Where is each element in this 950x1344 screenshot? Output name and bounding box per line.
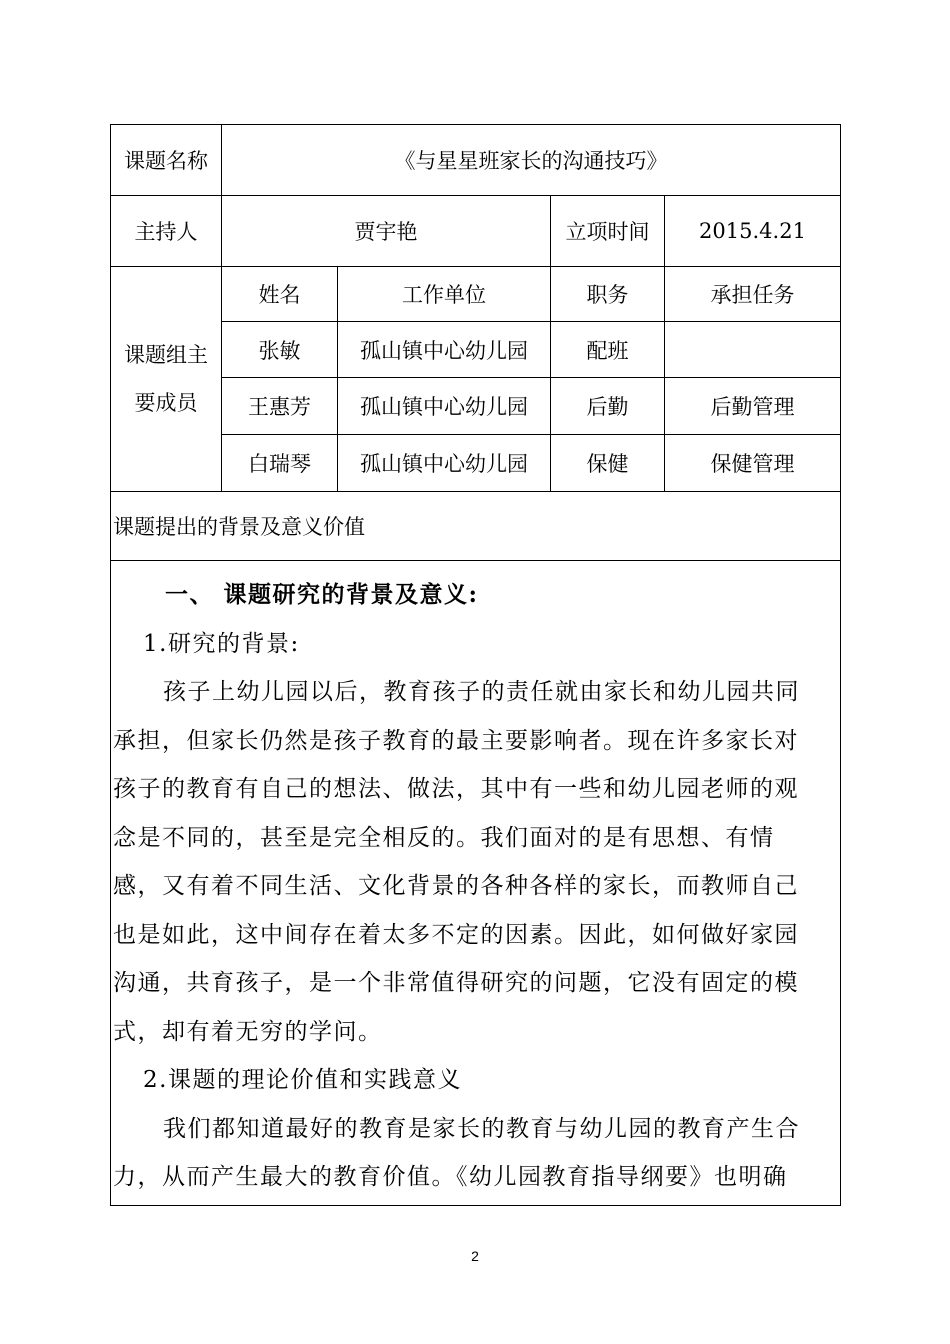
subheading-value: 2.课题的理论价值和实践意义 bbox=[143, 1067, 462, 1093]
page-number: 2 bbox=[471, 1248, 479, 1264]
members-header-row bbox=[111, 267, 841, 322]
paragraph-line: 式，却有着无穷的学问。 bbox=[113, 1018, 383, 1045]
paragraph-line: 我们都知道最好的教育是家长的教育与幼儿园的教育产生合 bbox=[163, 1115, 800, 1142]
paragraph-line: 也是如此，这中间存在着太多不定的因素。因此，如何做好家园 bbox=[113, 921, 799, 948]
background-body bbox=[111, 561, 841, 1206]
topic-row bbox=[111, 125, 841, 196]
host-row bbox=[111, 196, 841, 267]
background-label-row bbox=[111, 492, 841, 561]
member-unit: 孤山镇中心幼儿园 bbox=[338, 322, 551, 378]
paragraph-line: 孩子上幼儿园以后，教育孩子的责任就由家长和幼儿园共同 bbox=[163, 679, 800, 705]
topic-label: 课题名称 bbox=[111, 125, 222, 196]
member-task bbox=[665, 322, 841, 378]
header-task: 承担任务 bbox=[665, 267, 841, 322]
paragraph-line: 力，从而产生最大的教育价值。《幼儿园教育指导纲要》也明确 bbox=[113, 1164, 788, 1190]
paragraph-line: 孩子的教育有自己的想法、做法，其中有一些和幼儿园老师的观 bbox=[113, 776, 799, 802]
paragraph-line: 沟通，共育孩子，是一个非常值得研究的问题，它没有固定的模 bbox=[113, 970, 799, 996]
member-name: 王惠芳 bbox=[222, 378, 338, 435]
member-unit: 孤山镇中心幼儿园 bbox=[338, 378, 551, 435]
member-name: 张敏 bbox=[222, 322, 338, 378]
member-post: 配班 bbox=[551, 322, 665, 378]
date-label: 立项时间 bbox=[551, 196, 665, 267]
paragraph-line: 念是不同的，甚至是完全相反的。我们面对的是有思想、有情 bbox=[113, 824, 775, 851]
subheading-background: 1.研究的背景: bbox=[143, 630, 300, 657]
topic-value: 《与星星班家长的沟通技巧》 bbox=[222, 125, 841, 196]
member-unit: 孤山镇中心幼儿园 bbox=[338, 435, 551, 492]
background-label: 课题提出的背景及意义价值 bbox=[111, 492, 841, 561]
project-form-table bbox=[110, 124, 841, 1206]
header-unit: 工作单位 bbox=[338, 267, 551, 322]
header-name: 姓名 bbox=[222, 267, 338, 322]
header-post: 职务 bbox=[551, 267, 665, 322]
paragraph-line: 感，又有着不同生活、文化背景的各种各样的家长，而教师自己 bbox=[113, 873, 799, 899]
date-value: 2015.4.21 bbox=[665, 196, 841, 267]
members-label: 课题组主要成员 bbox=[111, 267, 222, 492]
member-name: 白瑞琴 bbox=[222, 435, 338, 492]
background-body-row bbox=[111, 561, 841, 1206]
member-task: 保健管理 bbox=[665, 435, 841, 492]
section-heading: 一、 课题研究的背景及意义: bbox=[165, 581, 479, 608]
host-value: 贾宇艳 bbox=[222, 196, 551, 267]
member-post: 后勤 bbox=[551, 378, 665, 435]
member-post: 保健 bbox=[551, 435, 665, 492]
member-task: 后勤管理 bbox=[665, 378, 841, 435]
host-label: 主持人 bbox=[111, 196, 222, 267]
paragraph-line: 承担，但家长仍然是孩子教育的最主要影响者。现在许多家长对 bbox=[113, 727, 799, 754]
